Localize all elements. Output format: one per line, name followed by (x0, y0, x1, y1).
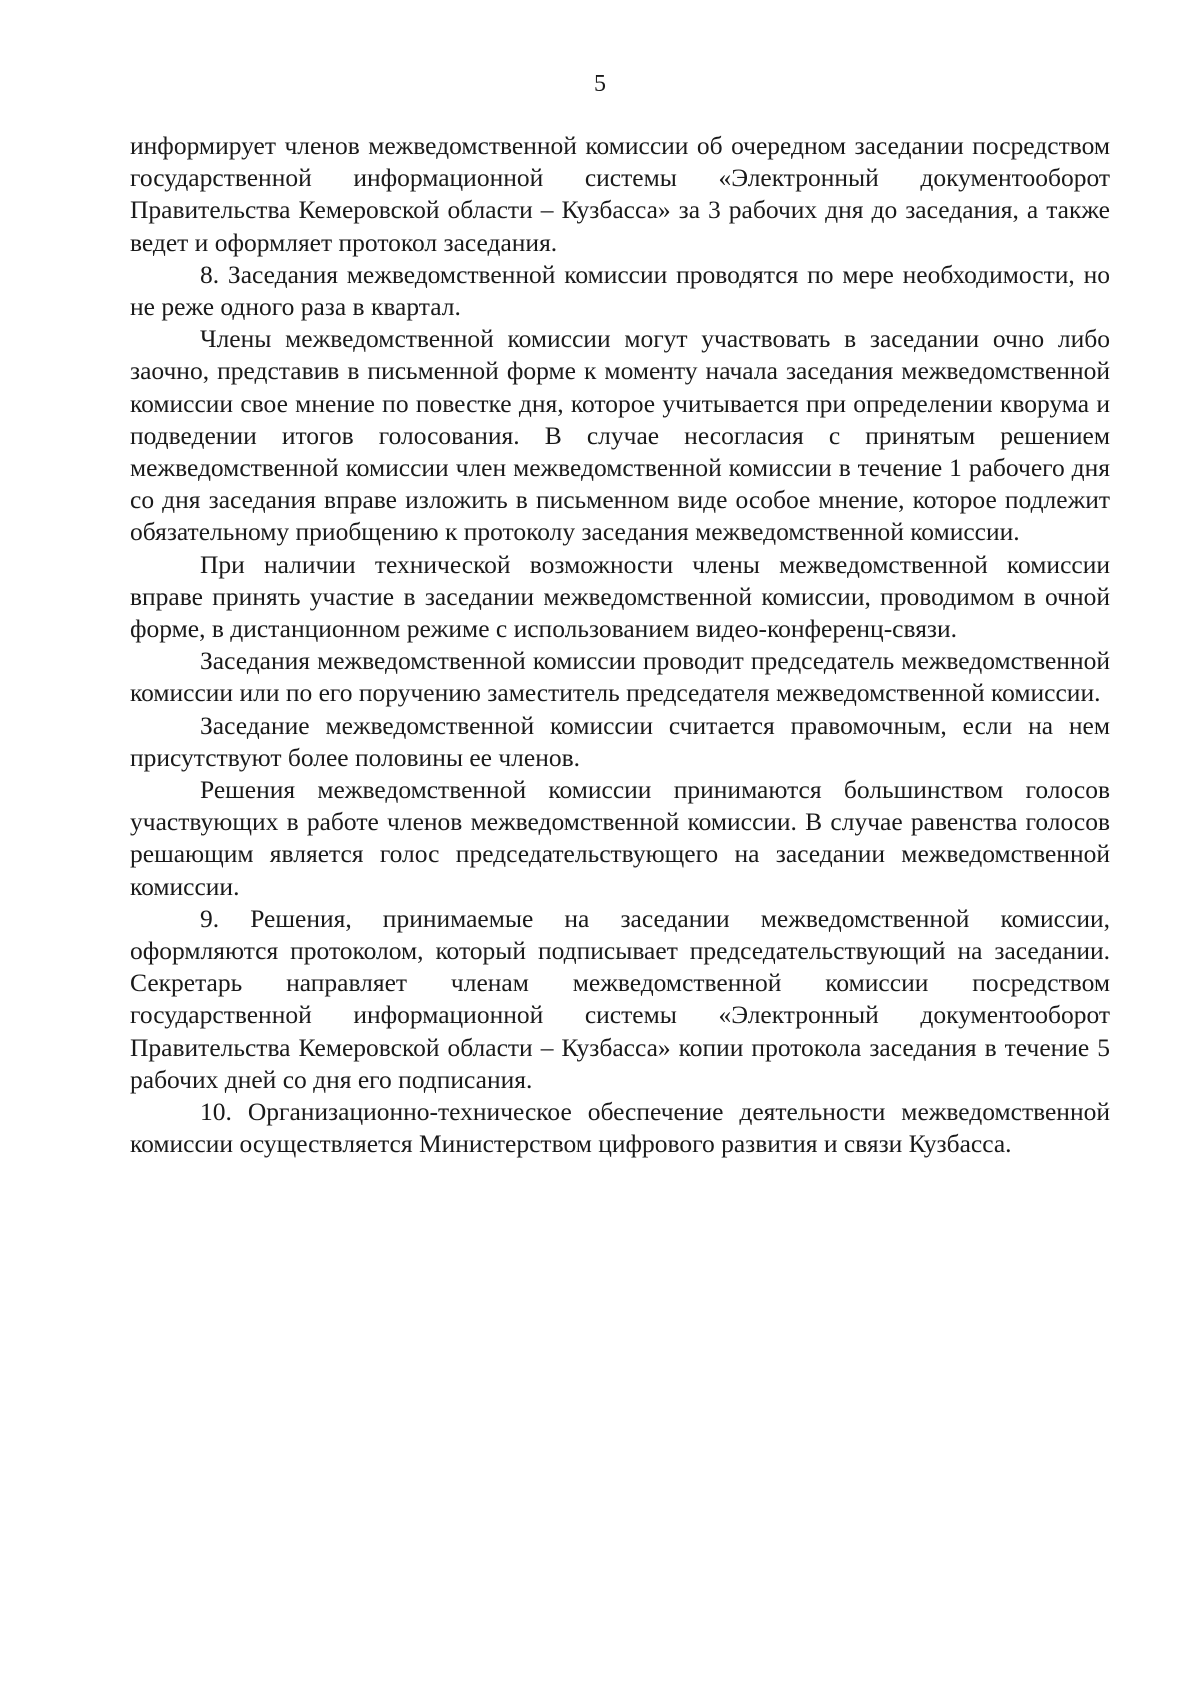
page-number: 5 (594, 71, 606, 97)
paragraph-remote-participation: При наличии технической возможности члены межведомственной комиссии вправе принять участие в заседании межведомственной комиссии, проводимом в очной форме, в дистанционном режиме с использованием видео-конференц-связи. (130, 549, 1110, 644)
paragraph-chairing: Заседания межведомственной комиссии проводит председатель межведомственной комиссии или по его поручению заместитель председателя межведомственной комиссии. (130, 646, 1110, 708)
document-body (130, 130, 1110, 1161)
paragraph-quorum: Заседание межведомственной комиссии считается правомочным, если на нем присутствуют более половины ее членов. (130, 710, 1110, 772)
paragraph-participation: Члены межведомственной комиссии могут участвовать в заседании очно либо заочно, представив в письменной форме к моменту начала заседания межведомственной комиссии свое мнение по повестке дня, которое учитывается при определении кворума и подведении итогов голосования. В случае несогласия с принятым решением межведомственной комиссии член межведомственной комиссии в течение 1 рабочего дня со дня заседания вправе изложить в письменном виде особое мнение, которое подлежит обязательному приобщению к протоколу заседания межведомственной комиссии. (130, 324, 1110, 547)
paragraph-item-10: 10. Организационно-техническое обеспечение деятельности межведомственной комиссии осуществляется Министерством цифрового развития и связи Кузбасса. (130, 1097, 1110, 1159)
paragraph-decisions: Решения межведомственной комиссии принимаются большинством голосов участвующих в работе членов межведомственной комиссии. В случае равенства голосов решающим является голос председательствующего на заседании межведомственной комиссии. (130, 775, 1110, 901)
paragraph-item-9: 9. Решения, принимаемые на заседании межведомственной комиссии, оформляются протоколом, который подписывает председательствующий на заседании. Секретарь направляет членам межведомственной комиссии посредством государственной информационной системы «Электронный документооборот Правительства Кемеровской области – Кузбасса» копии протокола заседания в течение 5 рабочих дней со дня его подписания. (130, 903, 1110, 1094)
paragraph-item-8: 8. Заседания межведомственной комиссии проводятся по мере необходимости, но не реже одного раза в квартал. (130, 259, 1110, 322)
paragraph-continuation: информирует членов межведомственной комиссии об очередном заседании посредством государственной информационной системы «Электронный документооборот Правительства Кемеровской области – Кузбасса» за 3 рабочих дня до заседания, а также ведет и оформляет протокол заседания. (130, 131, 1110, 257)
